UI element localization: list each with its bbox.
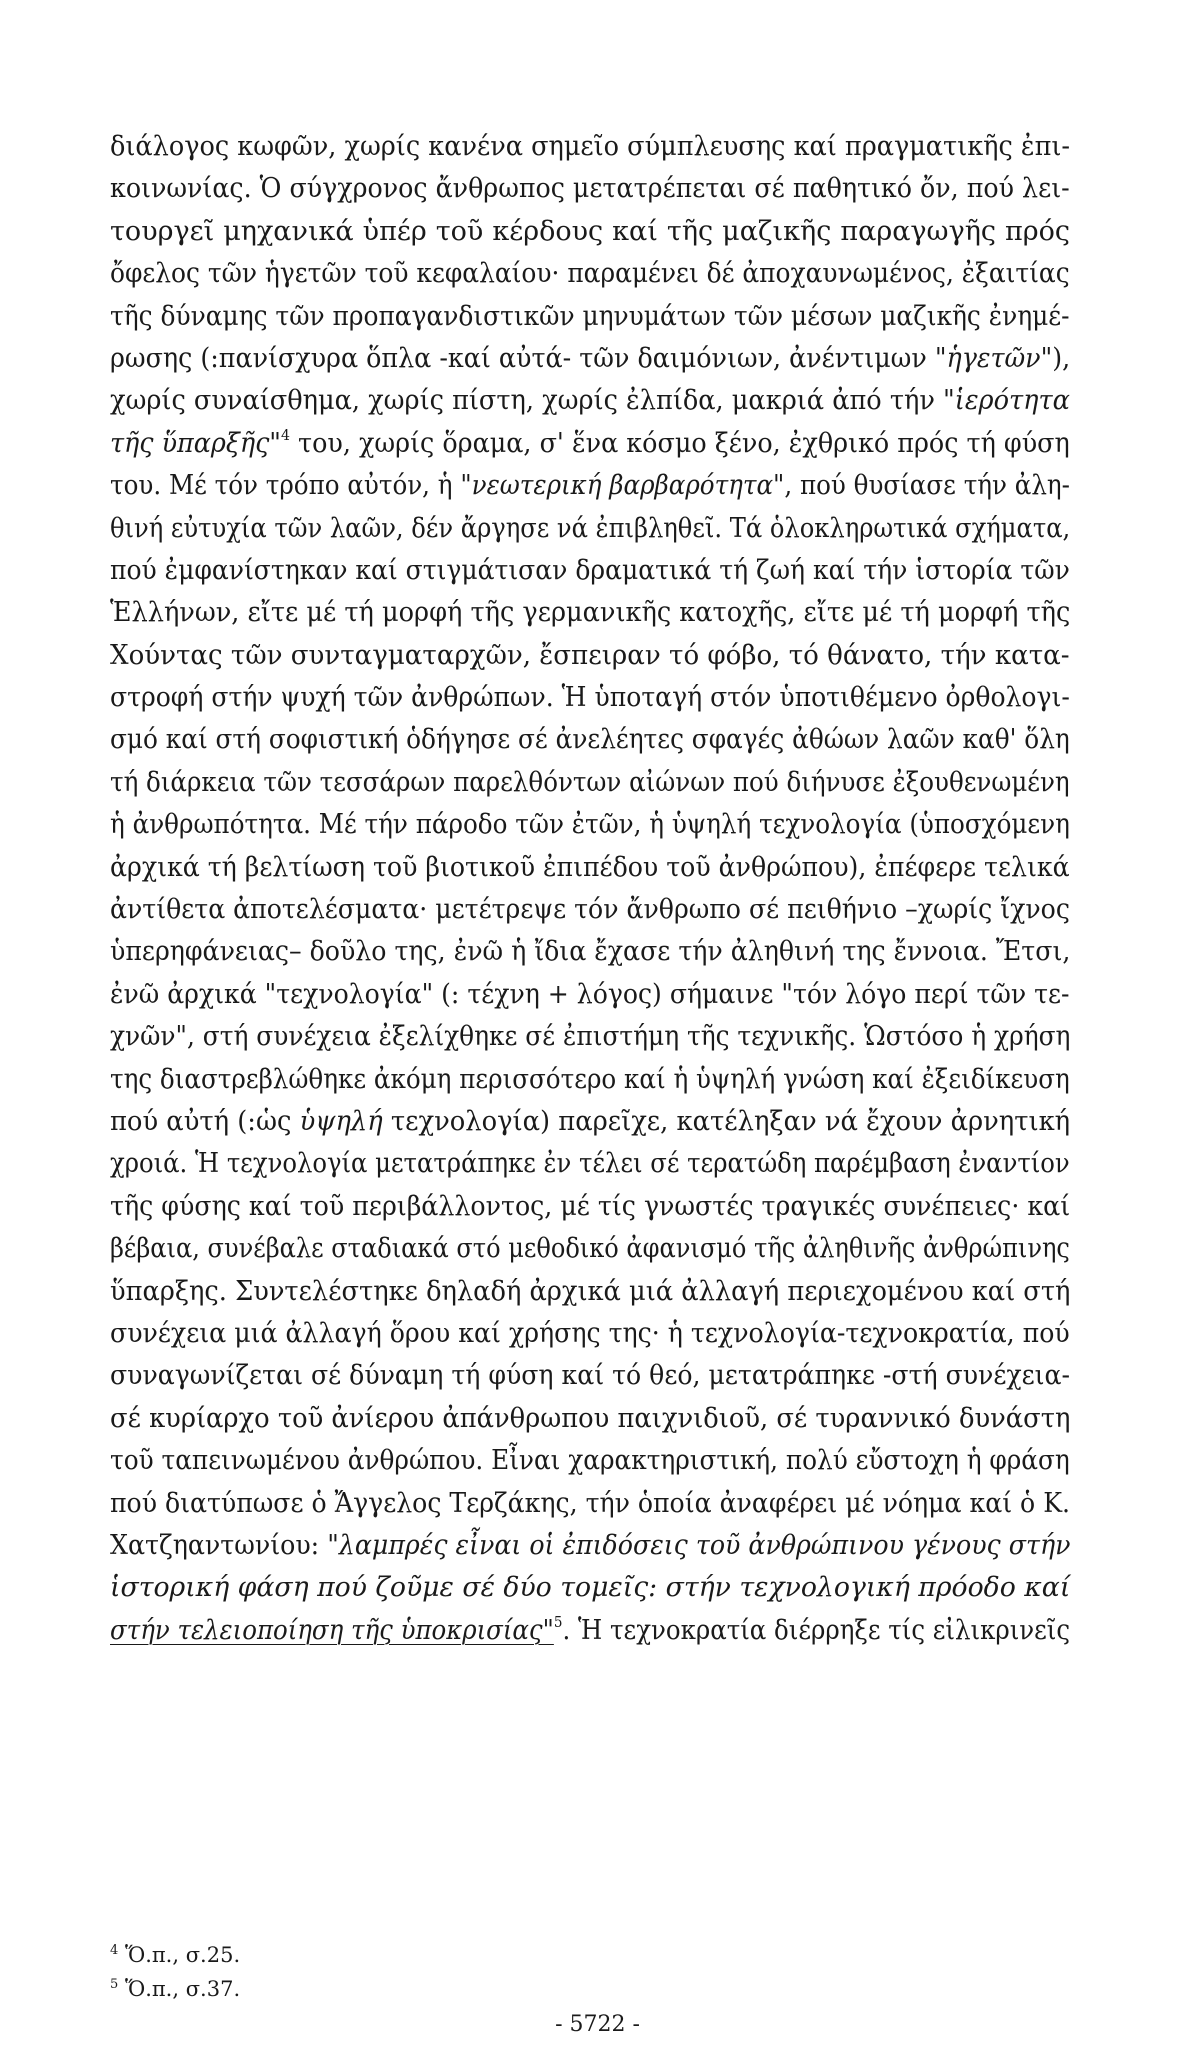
- text-run: σμό καί στή σοφιστική ὁδήγησε σέ ἀνελέητες σφαγές ἀθώων λαῶν καθ' ὅλη: [110, 724, 1070, 756]
- text-line: [110, 847, 1070, 889]
- text-line: [110, 1610, 1071, 1652]
- text-line: [110, 168, 1070, 210]
- text-line: [110, 1355, 1071, 1397]
- text-run: ἡ ἀνθρωπότητα. Μέ τήν πάροδο τῶν ἐτῶν, ἡ ὑψηλή τεχνολογία (ὑποσχόμενη: [110, 809, 1070, 841]
- text-run: χνῶν", στή συνέχεια ἐξελίχθηκε σέ ἐπιστήμη τῆς τεχνικῆς. Ὡστόσο ἡ χρήση: [110, 1021, 1071, 1053]
- text-run: Ἑλλήνων, εἴτε μέ τή μορφή τῆς γερμανικῆς κατοχῆς, εἴτε μέ τή μορφή τῆς: [110, 597, 1071, 629]
- text-run: βέβαια, συνέβαλε σταδιακά στό μεθοδικό ἀφανισμό τῆς ἀληθινῆς ἀνθρώπινης: [110, 1233, 1070, 1265]
- text-run: Χούντας τῶν συνταγματαρχῶν, ἔσπειραν τό φόβο, τό θάνατο, τήν κατα-: [110, 639, 1070, 671]
- footnote: [110, 1972, 1070, 2006]
- text-run: ὄφελος τῶν ἡγετῶν τοῦ κεφαλαίου· παραμένει δέ ἀποχαυνωμένος, ἐξαιτίας: [110, 258, 1070, 290]
- emphasized-text: "λαμπρές εἶναι οἱ ἐπιδόσεις τοῦ ἀνθρώπινου γένους στήν: [327, 1529, 1071, 1561]
- text-run: θινή εὐτυχία τῶν λαῶν, δέν ἄργησε νά ἐπιβληθεῖ. Τά ὁλοκληρωτικά σχήματα,: [110, 512, 1071, 544]
- text-line: [110, 635, 1070, 677]
- text-run: , πού θυσίασε τήν ἀλη-: [784, 470, 1070, 502]
- text-run: ὕπαρξης. Συντελέστηκε δηλαδή ἀρχικά μιά ἀλλαγή περιεχομένου καί στή: [110, 1275, 1071, 1307]
- text-run: συναγωνίζεται σέ δύναμη τή φύση καί τό θεό, μετατράπηκε -στή συνέχεια-: [110, 1360, 1071, 1392]
- text-line: [110, 253, 1070, 295]
- text-line: [110, 1186, 1071, 1228]
- text-line: [110, 762, 1070, 804]
- text-line: [110, 931, 1071, 973]
- text-line: [110, 1016, 1071, 1058]
- text-line: [110, 296, 1070, 338]
- text-line: [110, 338, 1071, 380]
- text-run: πού διατύπωσε ὁ Ἄγγελος Τερζάκης, τήν ὁποία ἀναφέρει μέ νόημα καί ὁ Κ.: [110, 1487, 1071, 1519]
- text-run: τῆς φύσης καί τοῦ περιβάλλοντος, μέ τίς γνωστές τραγικές συνέπειες· καί: [110, 1190, 1071, 1222]
- text-line: [110, 1059, 1070, 1101]
- text-run: ὑπερηφάνειας– δοῦλο της, ἐνῶ ἡ ἴδια ἔχασε τήν ἀληθινή της ἔννοια. Ἔτσι,: [110, 936, 1071, 968]
- body-text: [110, 126, 1070, 1652]
- text-line: [110, 380, 1070, 422]
- text-line: [110, 1567, 1071, 1609]
- text-line: [110, 974, 1070, 1016]
- emphasized-text: ὑψηλή: [299, 1105, 383, 1137]
- text-line: [110, 719, 1070, 761]
- text-line: [110, 592, 1071, 634]
- text-line: [110, 1313, 1070, 1355]
- text-run: συνέχεια μιά ἀλλαγή ὅρου καί χρήσης της· ἡ τεχνολογία-τεχνοκρατία, πού: [110, 1317, 1070, 1349]
- emphasized-text: στήν τελειοποίηση τῆς ὑποκρισίας": [110, 1614, 554, 1646]
- text-line: [110, 1398, 1071, 1440]
- text-line: [110, 1101, 1071, 1143]
- footnote-text: Ὅ.π., σ.25.: [124, 1943, 241, 1967]
- text-run: σέ κυρίαρχο τοῦ ἀνίερου ἀπάνθρωπου παιχνιδιοῦ, σέ τυραννικό δυνάστη: [110, 1402, 1071, 1434]
- text-run: ),: [1052, 342, 1071, 374]
- text-line: [110, 550, 1070, 592]
- footnote: [110, 1938, 1070, 1972]
- text-run: τεχνολογία) παρεῖχε, κατέληξαν νά ἔχουν ἀρνητική: [382, 1105, 1071, 1137]
- text-run: τῆς δύναμης τῶν προπαγανδιστικῶν μηνυμάτων τῶν μέσων μαζικῆς ἐνημέ-: [110, 300, 1070, 332]
- text-line: [110, 126, 1071, 168]
- text-run: ρωσης (:πανίσχυρα ὅπλα -καί αὐτά- τῶν δαιμόνιων, ἀνέντιμων: [110, 342, 935, 374]
- text-run: κοινωνίας. Ὁ σύγχρονος ἄνθρωπος μετατρέπεται σέ παθητικό ὄν, πού λει-: [110, 173, 1070, 205]
- text-run: ἀντίθετα ἀποτελέσματα· μετέτρεψε τόν ἄνθρωπο σέ πειθήνιο –χωρίς ἴχνος: [110, 894, 1070, 926]
- text-run: Χατζηαντωνίου:: [110, 1529, 328, 1561]
- text-run: πού ἐμφανίστηκαν καί στιγμάτισαν δραματικά τή ζωή καί τήν ἱστορία τῶν: [110, 554, 1070, 586]
- text-run: χωρίς συναίσθημα, χωρίς πίστη, χωρίς ἐλπίδα, μακριά ἀπό τήν: [110, 385, 944, 417]
- text-run: τή διάρκεια τῶν τεσσάρων παρελθόντων αἰώνων πού διήνυσε ἐξουθενωμένη: [110, 766, 1070, 798]
- text-line: [110, 1525, 1071, 1567]
- footnote-mark: 5: [110, 1977, 119, 1992]
- text-line: [110, 1440, 1070, 1482]
- footnote-text: Ὅ.π., σ.37.: [124, 1977, 241, 2001]
- footnotes: [110, 1938, 1070, 2006]
- emphasized-text: ἱστορική φάση πού ζοῦμε σέ δύο τομεῖς: στήν τεχνολογική πρόοδο καί: [110, 1572, 1071, 1604]
- text-line: [110, 508, 1071, 550]
- text-run: πού αὐτή (:ὡς: [110, 1105, 300, 1137]
- text-run: τουργεῖ μηχανικά ὑπέρ τοῦ κέρδους καί τῆς μαζικῆς παραγωγῆς πρός: [110, 215, 1071, 247]
- text-line: [110, 211, 1070, 253]
- text-run: στροφή στήν ψυχή τῶν ἀνθρώπων. Ἡ ὑποταγή στόν ὑποτιθέμενο ὀρθολογι-: [110, 682, 1070, 714]
- text-run: . Ἡ τεχνοκρατία διέρρηξε τίς εἰλικρινεῖς: [562, 1614, 1071, 1646]
- footnote-reference: 4: [280, 425, 290, 444]
- text-line: [110, 1483, 1071, 1525]
- footnote-mark: 4: [110, 1943, 119, 1958]
- text-run: του. Μέ τόν τρόπο αὐτόν, ἡ: [110, 470, 461, 502]
- text-line: [110, 677, 1070, 719]
- text-line: [110, 1143, 1070, 1185]
- text-run: ἀρχικά τή βελτίωση τοῦ βιοτικοῦ ἐπιπέδου τοῦ ἀνθρώπου), ἐπέφερε τελικά: [110, 851, 1070, 883]
- emphasized-text: τῆς ὕπαρξῆς": [110, 427, 281, 459]
- text-line: [110, 1271, 1071, 1313]
- text-run: του, χωρίς ὅραμα, σ' ἕνα κόσμο ξένο, ἐχθρικό πρός τή φύση: [289, 427, 1070, 459]
- text-line: [110, 804, 1070, 846]
- text-line: [110, 465, 1070, 507]
- text-line: [110, 889, 1070, 931]
- text-run: ἐνῶ ἀρχικά "τεχνολογία" (: τέχνη + λόγος) σήμαινε "τόν λόγο περί τῶν τε-: [110, 978, 1070, 1010]
- emphasized-text: "ἡγετῶν": [934, 342, 1053, 374]
- text-line: [110, 1228, 1070, 1270]
- text-run: διάλογος κωφῶν, χωρίς κανένα σημεῖο σύμπλευσης καί πραγματικῆς ἐπι-: [110, 131, 1071, 162]
- text-run: της διαστρεβλώθηκε ἀκόμη περισσότερο καί ἡ ὑψηλή γνώση καί ἐξειδίκευση: [110, 1063, 1070, 1095]
- text-run: τοῦ ταπεινωμένου ἀνθρώπου. Εἶναι χαρακτηριστική, πολύ εὔστοχη ἡ φράση: [110, 1445, 1070, 1477]
- page-number: - 5722 -: [555, 2012, 640, 2037]
- emphasized-text: "νεωτερική βαρβαρότητα": [460, 470, 785, 502]
- text-line: [110, 423, 1070, 465]
- footnote-reference: 5: [553, 1612, 563, 1631]
- emphasized-text: "ἱερότητα: [943, 385, 1070, 417]
- text-run: χροιά. Ἡ τεχνολογία μετατράπηκε ἐν τέλει σέ τερατώδη παρέμβαση ἐναντίον: [110, 1148, 1070, 1180]
